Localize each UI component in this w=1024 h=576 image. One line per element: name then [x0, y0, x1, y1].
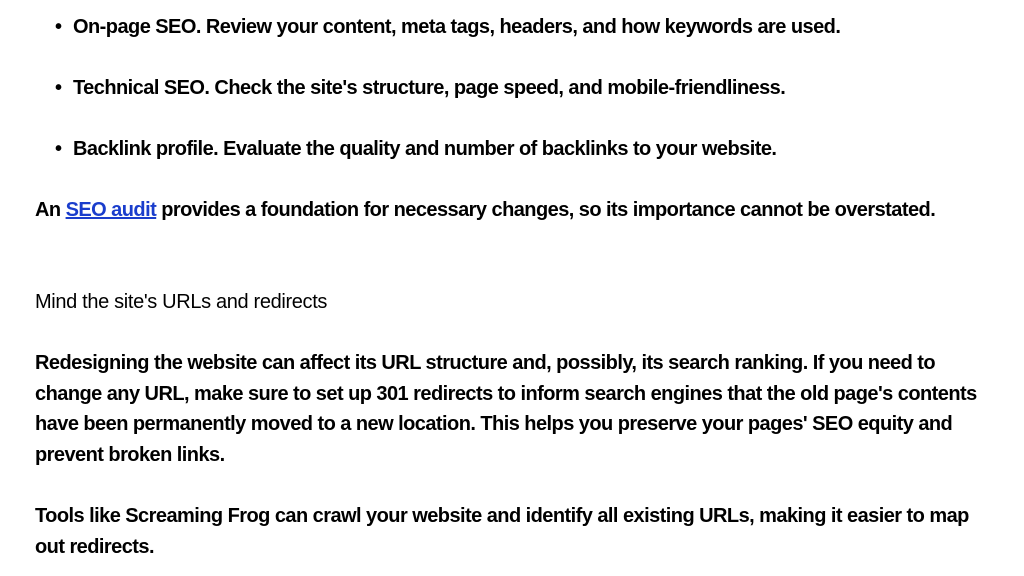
bullet-icon: • [55, 77, 62, 99]
redirects-paragraph: Redesigning the website can affect its URL structure and, possibly, its search ranking. If you need to change any URL, make sure to set up 301 redirects to inform search engines that the old page's contents have been permanently moved to a new location. This helps you preserve your pages' SEO equity and prevent broken links. [35, 352, 977, 466]
tools-paragraph: Tools like Screaming Frog can crawl your website and identify all existing URLs, making it easier to map out redirects. [35, 505, 969, 558]
list-item-text: On-page SEO. Review your content, meta tags, headers, and how keywords are used. [73, 16, 841, 38]
bullet-icon: • [55, 16, 62, 38]
paragraph-text-before-link: An [35, 199, 66, 221]
seo-audit-checklist [35, 12, 988, 165]
list-item-text: Backlink profile. Evaluate the quality and number of backlinks to your website. [73, 138, 777, 160]
list-item-text: Technical SEO. Check the site's structure, page speed, and mobile-friendliness. [73, 77, 786, 99]
bullet-icon: • [55, 138, 62, 160]
seo-audit-paragraph [35, 195, 988, 226]
seo-audit-link[interactable]: SEO audit [65, 199, 157, 221]
list-item [35, 134, 988, 165]
list-item [35, 12, 988, 43]
paragraph-text-after-link: provides a foundation for necessary changes, so its importance cannot be overstated. [156, 199, 936, 221]
section-heading: Mind the site's URLs and redirects [35, 291, 328, 313]
list-item [35, 73, 988, 104]
